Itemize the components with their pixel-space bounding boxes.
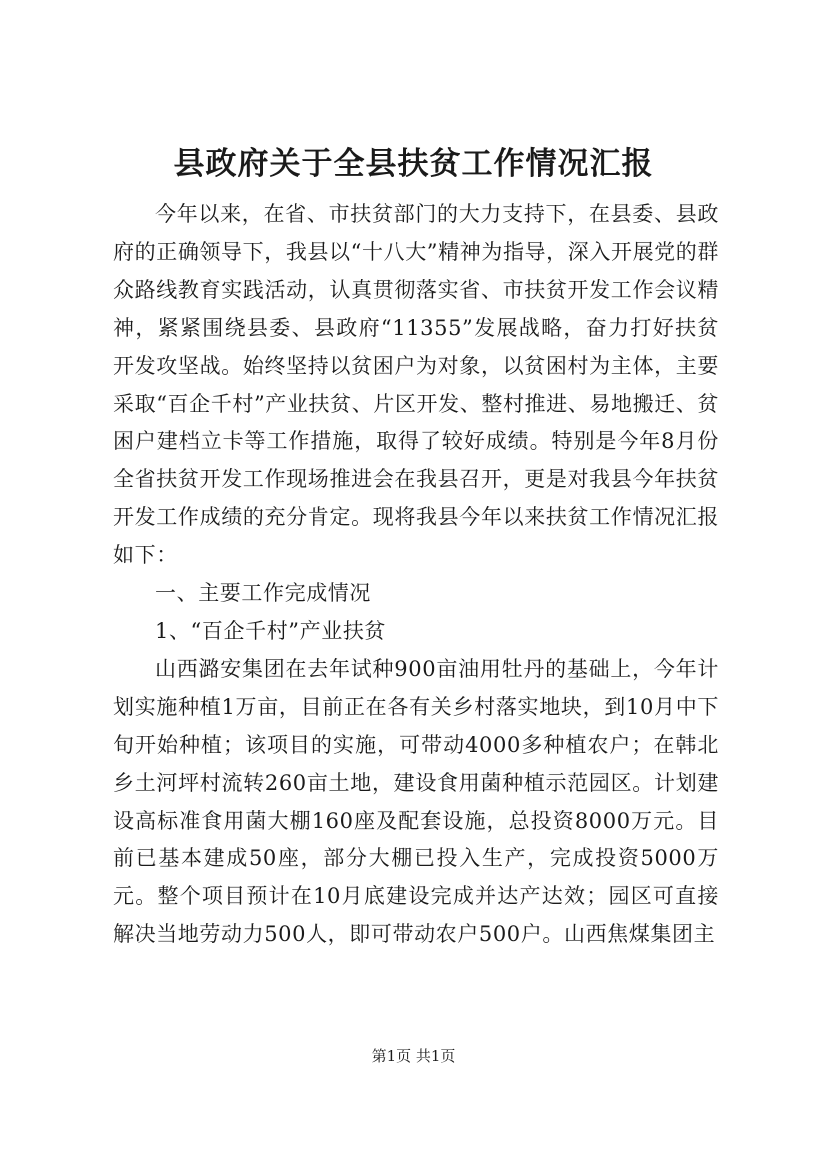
- document-body: [113, 196, 719, 954]
- paragraph-details: 山西潞安集团在去年试种900亩油用牡丹的基础上，今年计划实施种植1万亩，目前正在各有关乡村落实地块，到10月中下旬开始种植；该项目的实施，可带动4000多种植农户；在韩北乡土河坪村流转260亩土地，建设食用菌种植示范园区。计划建设高标准食用菌大棚160座及配套设施，总投资8000万元。目前已基本建成50座，部分大棚已投入生产，完成投资5000万元。整个项目预计在10月底建设完成并达产达效；园区可直接解决当地劳动力500人，即可带动农户500户。山西焦煤集团主: [113, 656, 719, 947]
- section-heading: 一、主要工作完成情况: [155, 581, 371, 606]
- page-number: 第1页 共1页: [371, 1047, 456, 1065]
- subsection-heading: 1、“百企千村”产业扶贫: [155, 618, 387, 643]
- document-title: 县政府关于全县扶贫工作情况汇报: [173, 146, 654, 182]
- paragraph-intro: 今年以来，在省、市扶贫部门的大力支持下，在县委、县政府的正确领导下，我县以“十八大”精神为指导，深入开展党的群众路线教育实践活动，认真贯彻落实省、市扶贫开发工作会议精神，紧紧围绕县委、县政府“11355”发展战略，奋力打好扶贫开发攻坚战。始终坚持以贫困户为对象，以贫困村为主体，主要采取“百企千村”产业扶贫、片区开发、整村推进、易地搬迁、贫困户建档立卡等工作措施，取得了较好成绩。特别是今年8月份全省扶贫开发工作现场推进会在我县召开，更是对我县今年扶贫开发工作成绩的充分肯定。现将我县今年以来扶贫工作情况汇报如下：: [113, 202, 719, 568]
